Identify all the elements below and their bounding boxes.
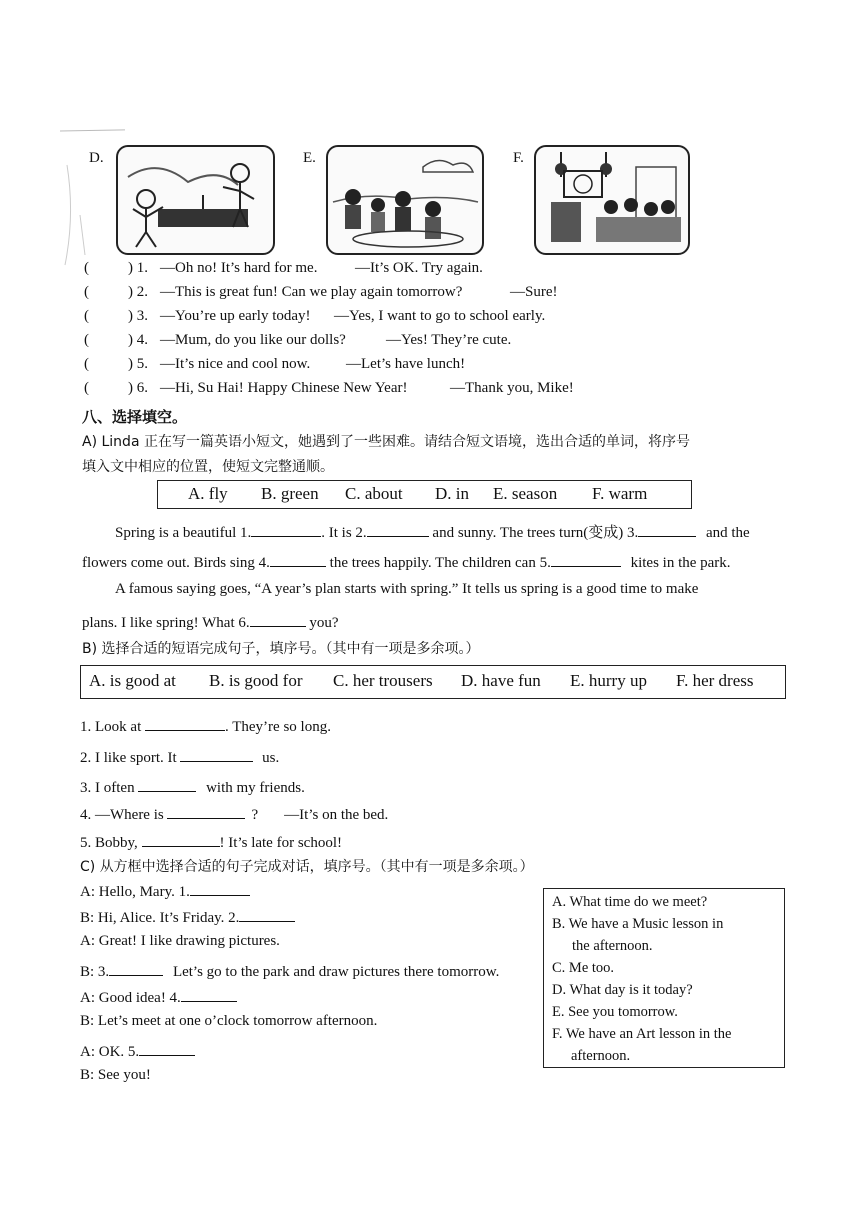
sentence-option: D. What day is it today?	[552, 982, 693, 998]
answer-blank[interactable]	[180, 746, 253, 762]
passage-line	[82, 611, 339, 632]
match-item	[84, 356, 466, 373]
dialogue-text: A: OK. 5.	[80, 1044, 140, 1060]
answer-blank[interactable]	[270, 551, 326, 567]
picture-letter-d: D.	[89, 150, 104, 166]
answer-blank[interactable]	[142, 831, 220, 847]
part-a-instructions-line1: A) Linda 正在写一篇英语小短文，她遇到了一些困难。请结合短文语境，选出合适的单词，将序号	[82, 434, 690, 450]
answer-blank[interactable]	[250, 611, 306, 627]
passage-text: you?	[305, 615, 339, 631]
answer-blank[interactable]	[638, 521, 696, 537]
phrase-option: B. is good for	[209, 671, 303, 690]
part-b-item	[80, 746, 279, 767]
item-text: —It’s on the bed.	[284, 807, 389, 823]
answer-paren: (	[84, 356, 89, 372]
answer-paren: (	[84, 308, 89, 324]
answer-paren: (	[84, 332, 89, 348]
dialogue-text: B: 3.	[80, 964, 110, 980]
phrase-bank-options	[89, 671, 754, 691]
passage-text: Spring is a beautiful 1.	[115, 525, 252, 541]
word-option: F. warm	[592, 484, 648, 503]
answer-paren: (	[84, 260, 89, 276]
section-title: 八、选择填空。	[82, 408, 188, 426]
item-number: ) 1.	[128, 260, 148, 276]
item-number: ) 5.	[128, 356, 148, 372]
question-text: —Hi, Su Hai! Happy Chinese New Year!	[160, 380, 408, 396]
answer-blank[interactable]	[139, 1040, 195, 1056]
match-item	[84, 380, 574, 397]
dialogue-line: B: Let’s meet at one o’clock tomorrow afternoon.	[80, 1013, 378, 1029]
passage-text: kites in the park.	[626, 555, 731, 571]
item-text: ! It’s late for school!	[219, 835, 342, 851]
answer-blank[interactable]	[551, 551, 621, 567]
item-text: ?	[251, 807, 259, 823]
dialogue-line	[80, 960, 499, 981]
scan-marks	[55, 125, 125, 425]
word-bank-options	[188, 484, 647, 504]
two-kids-ping-pong-illustration	[116, 145, 275, 255]
word-option: E. season	[493, 484, 558, 503]
part-a-instructions-line2: 填入文中相应的位置，使短文完整通顺。	[82, 459, 334, 475]
part-b-instructions: B) 选择合适的短语完成句子，填序号。（其中有一项是多余项。）	[82, 641, 480, 657]
part-b-item	[80, 776, 305, 797]
dialogue-line	[80, 1040, 195, 1061]
item-text: 1. Look at	[80, 719, 145, 735]
question-text: —Oh no! It’s hard for me.	[160, 260, 318, 276]
answer-text: —Let’s have lunch!	[346, 356, 466, 372]
answer-blank[interactable]	[251, 521, 321, 537]
match-item	[84, 284, 558, 301]
picture-letter-f: F.	[513, 150, 524, 166]
answer-text: —Sure!	[510, 284, 558, 300]
item-text: 5. Bobby,	[80, 835, 142, 851]
sentence-bank-options	[552, 891, 731, 1067]
answer-blank[interactable]	[190, 880, 250, 896]
sentence-option-continued: afternoon.	[571, 1048, 631, 1064]
answer-text: —Yes! They’re cute.	[386, 332, 512, 348]
answer-blank[interactable]	[145, 715, 225, 731]
item-text: 4. —Where is	[80, 807, 168, 823]
answer-text: —It’s OK. Try again.	[355, 260, 483, 276]
question-text: —It’s nice and cool now.	[160, 356, 311, 372]
item-text: 3. I often	[80, 780, 139, 796]
dialogue-text: Let’s go to the park and draw pictures there tomorrow.	[169, 964, 500, 980]
dialogue-text: B: Hi, Alice. It’s Friday. 2.	[80, 910, 240, 926]
word-option: A. fly	[188, 484, 228, 503]
sentence-option: C. Me too.	[552, 960, 615, 976]
part-b-item	[80, 803, 388, 824]
match-item	[84, 332, 512, 349]
dialogue-text: A: Hello, Mary. 1.	[80, 884, 190, 900]
sentence-option: E. See you tomorrow.	[552, 1004, 678, 1020]
passage-line: A famous saying goes, “A year’s plan starts with spring.” It tells us spring is a good time to make	[115, 581, 699, 597]
match-item	[84, 260, 483, 277]
item-number: ) 3.	[128, 308, 148, 324]
passage-text: flowers come out. Birds sing 4.	[82, 555, 270, 571]
item-text: . They’re so long.	[225, 719, 331, 735]
passage-line	[115, 521, 750, 542]
dialogue-line: B: See you!	[80, 1067, 151, 1083]
answer-blank[interactable]	[109, 960, 163, 976]
picture-letter-e: E.	[303, 150, 316, 166]
phrase-option: D. have fun	[461, 671, 541, 690]
family-picnic-illustration	[326, 145, 484, 255]
question-text: —This is great fun! Can we play again tomorrow?	[160, 284, 463, 300]
passage-line	[82, 551, 731, 572]
word-option: D. in	[435, 484, 469, 503]
dialogue-line	[80, 880, 250, 901]
sentence-option: F. We have an Art lesson in the	[552, 1026, 732, 1042]
phrase-option: C. her trousers	[333, 671, 433, 690]
word-option: C. about	[345, 484, 403, 503]
phrase-option: E. hurry up	[570, 671, 647, 690]
answer-blank[interactable]	[181, 986, 237, 1002]
item-text: us.	[258, 750, 280, 766]
dialogue-line: A: Great! I like drawing pictures.	[80, 933, 280, 949]
family-new-year-illustration	[534, 145, 690, 255]
dialogue-line	[80, 986, 237, 1007]
word-option: B. green	[261, 484, 319, 503]
dialogue-text: A: Good idea! 4.	[80, 990, 181, 1006]
answer-blank[interactable]	[138, 776, 196, 792]
answer-text: —Thank you, Mike!	[450, 380, 574, 396]
passage-text: the trees happily. The children can 5.	[325, 555, 551, 571]
sentence-option: A. What time do we meet?	[552, 894, 708, 910]
part-c-instructions: C) 从方框中选择合适的句子完成对话，填序号。（其中有一项是多余项。）	[80, 859, 534, 875]
part-b-phrase-bank	[80, 665, 786, 699]
answer-blank[interactable]	[367, 521, 429, 537]
answer-paren: (	[84, 284, 89, 300]
part-c-sentence-bank	[543, 888, 785, 1068]
question-text: —Mum, do you like our dolls?	[160, 332, 346, 348]
item-text: with my friends.	[202, 780, 305, 796]
part-b-item	[80, 715, 331, 736]
part-a-word-bank	[157, 480, 692, 509]
answer-blank[interactable]	[239, 906, 295, 922]
item-text: 2. I like sport. It	[80, 750, 181, 766]
passage-text: and sunny. The trees turn(变成) 3.	[428, 525, 639, 541]
phrase-option: A. is good at	[89, 671, 176, 690]
item-number: ) 4.	[128, 332, 148, 348]
sentence-option-continued: the afternoon.	[572, 938, 653, 954]
question-text: —You’re up early today!	[160, 308, 311, 324]
passage-text: plans. I like spring! What 6.	[82, 615, 250, 631]
item-number: ) 2.	[128, 284, 148, 300]
answer-paren: (	[84, 380, 89, 396]
item-number: ) 6.	[128, 380, 148, 396]
phrase-option: F. her dress	[676, 671, 754, 690]
passage-text: . It is 2.	[321, 525, 367, 541]
answer-text: —Yes, I want to go to school early.	[334, 308, 546, 324]
dialogue-line	[80, 906, 295, 927]
match-item	[84, 308, 546, 325]
answer-blank[interactable]	[167, 803, 245, 819]
sentence-option: B. We have a Music lesson in	[552, 916, 724, 932]
passage-text: and the	[702, 525, 750, 541]
part-b-item	[80, 831, 342, 852]
